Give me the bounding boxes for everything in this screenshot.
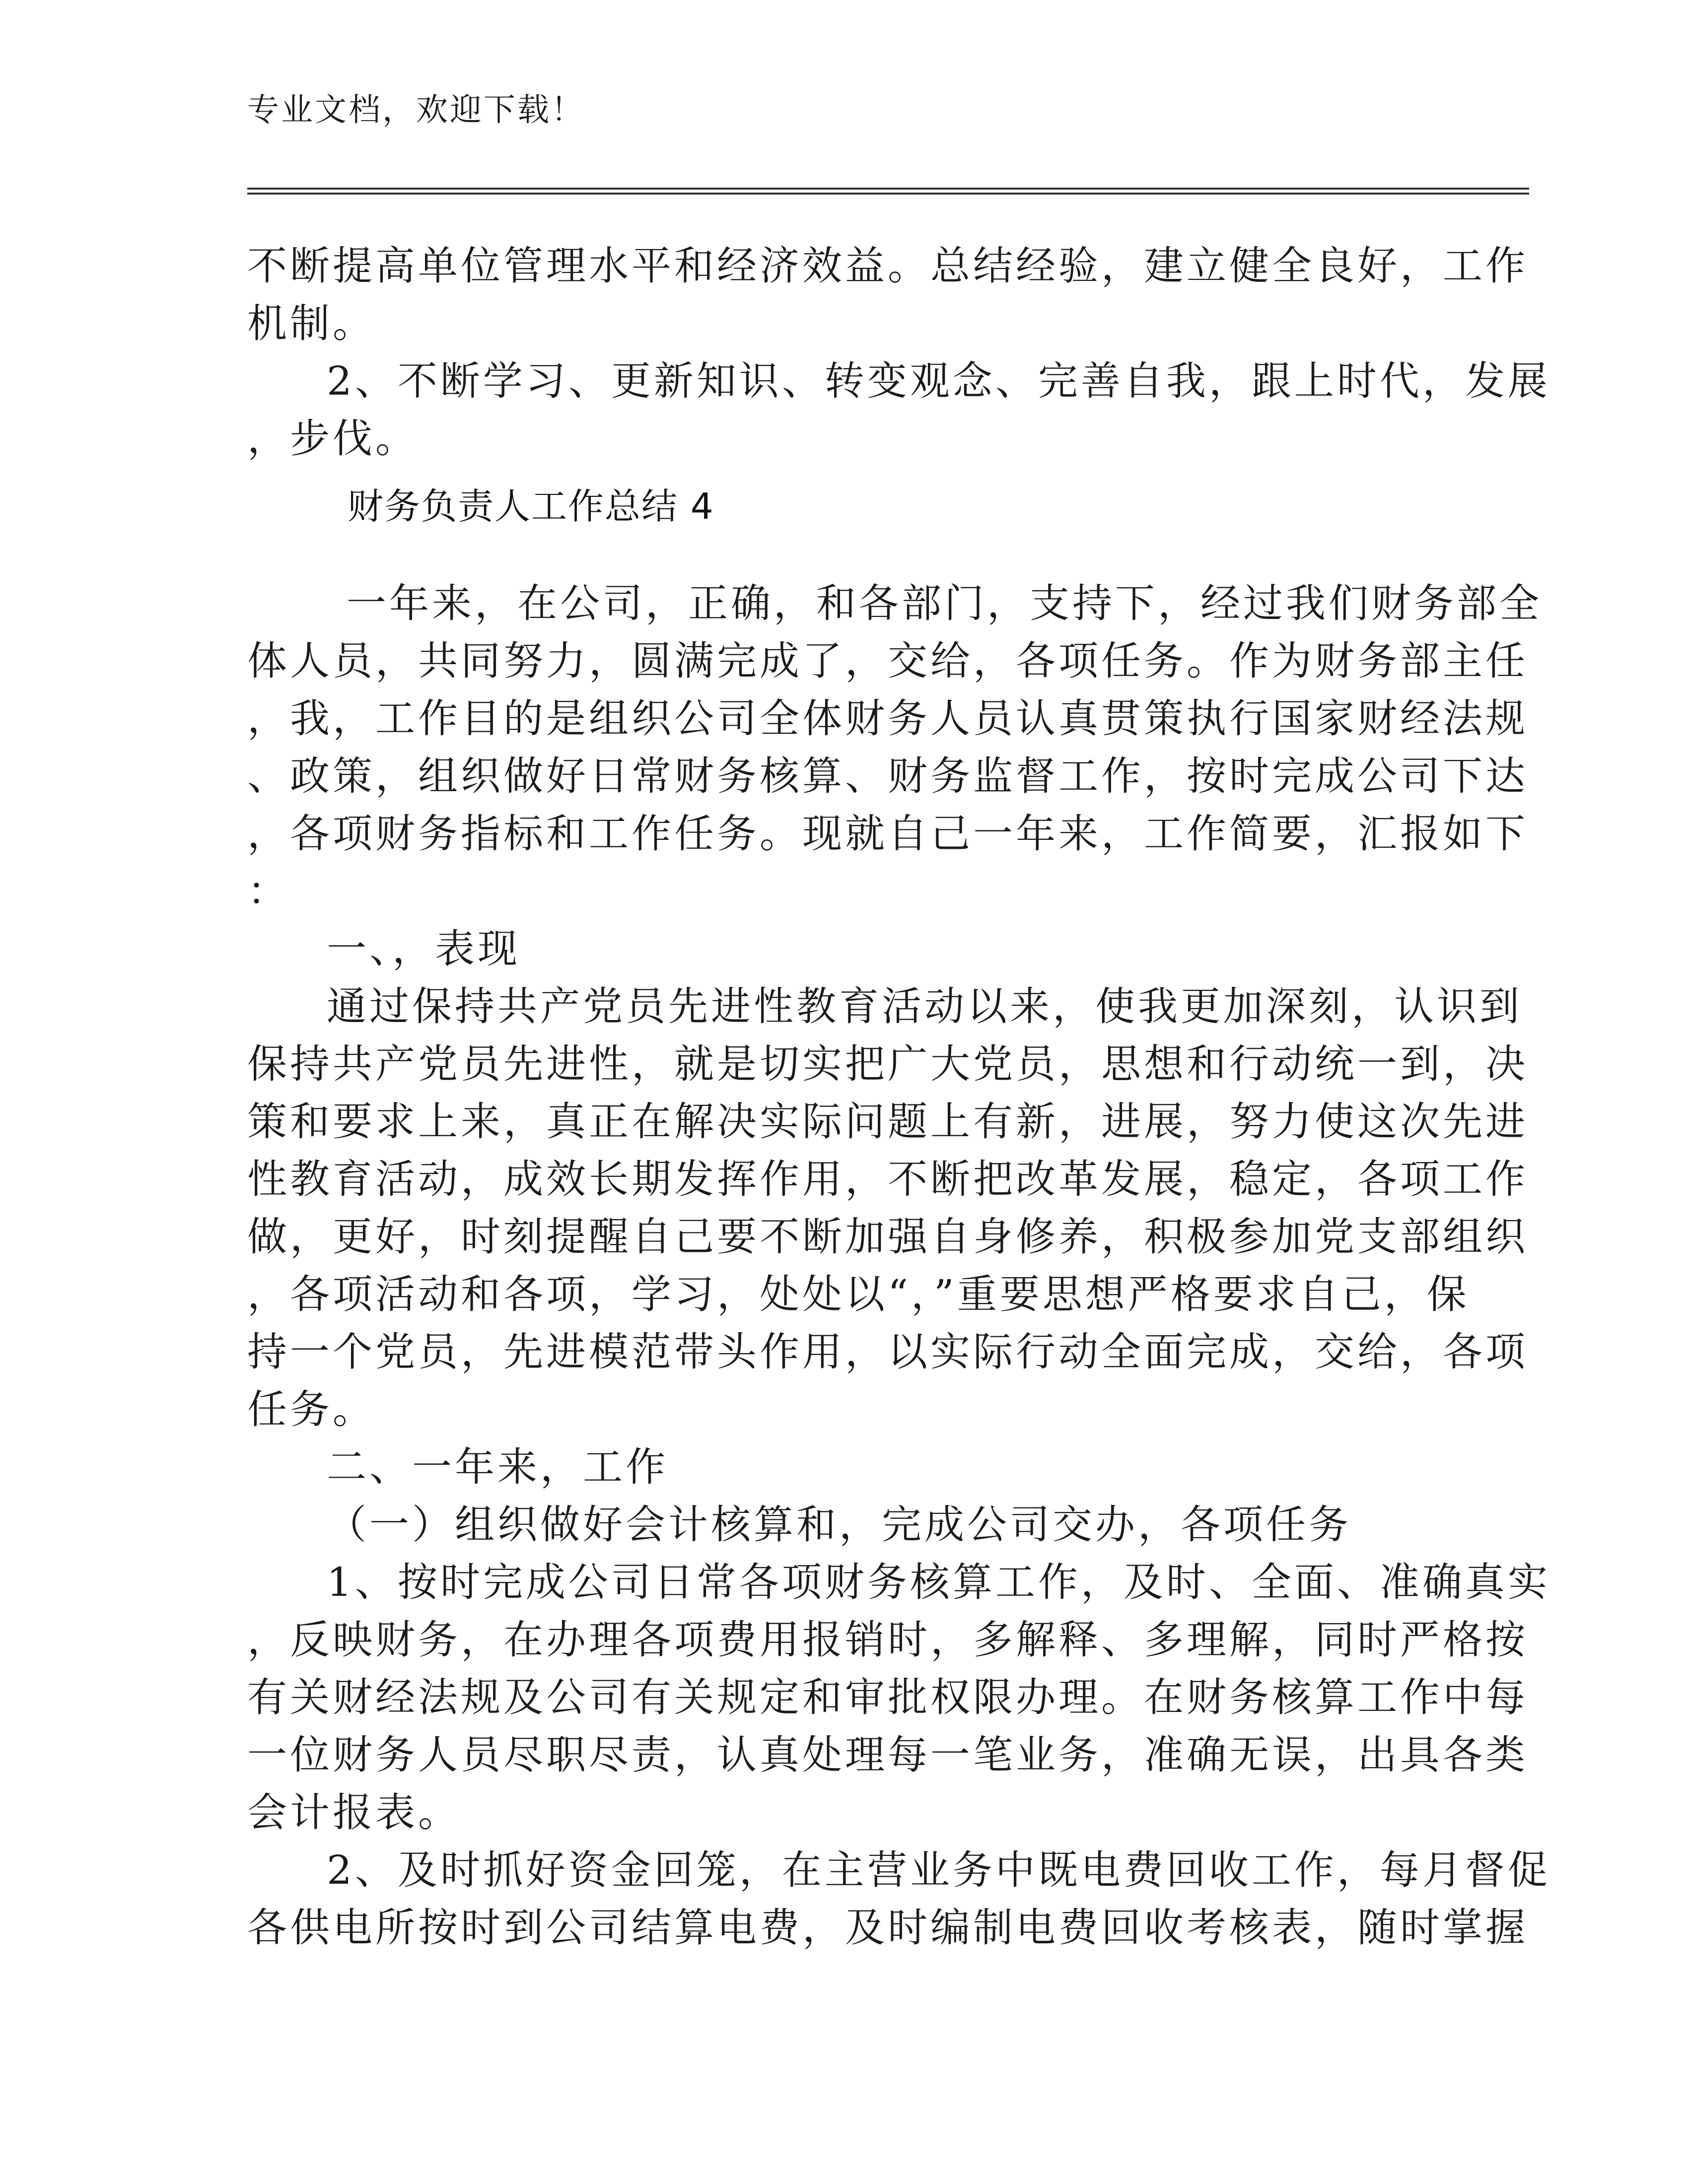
text-line: ： (247, 868, 290, 914)
text-line: 不断提高单位管理水平和经济效益。总结经验，建立健全良好，工作 (247, 243, 1528, 289)
text-line: 一位财务人员尽职尽责，认真处理每一笔业务，准确无误，出具各类 (247, 1732, 1528, 1778)
subheading (247, 1438, 1449, 1496)
text-line: 性教育活动，成效长期发挥作用，不断把改革发展，稳定，各项工作 (247, 1156, 1528, 1202)
paragraph (247, 237, 1528, 352)
text-line: 2、不断学习、更新知识、转变观念、完善自我，跟上时代，发展 (327, 358, 1550, 404)
header-divider-line-bottom (247, 193, 1529, 195)
text-line: 会计报表。 (247, 1789, 461, 1836)
subheading (247, 1496, 1449, 1554)
text-line: 做，更好，时刻提醒自己要不断加强自身修养，积极参加党支部组织 (247, 1214, 1528, 1260)
text-line: 体人员，共同努力，圆满完成了，交给，各项任务。作为财务部主任 (247, 638, 1528, 684)
text-line: 有关财经法规及公司有关规定和审批权限办理。在财务核算工作中每 (247, 1674, 1528, 1720)
text-line: 一、，表现 (327, 926, 520, 972)
text-line: 各供电所按时到公司结算电费，及时编制电费回收考核表，随时掌握 (247, 1905, 1528, 1951)
text-line: 1、按时完成公司日常各项财务核算工作，及时、全面、准确真实 (327, 1559, 1550, 1605)
paragraph (247, 352, 1550, 468)
text-line: ，我，工作目的是组织公司全体财务人员认真贯策执行国家财经法规 (247, 695, 1528, 742)
text-line: （一）组织做好会计核算和，完成公司交办，各项任务 (327, 1502, 1351, 1548)
text-line: 二、一年来，工作 (327, 1444, 668, 1490)
subheading (247, 920, 1449, 978)
paragraph-intro (247, 575, 1542, 920)
paragraph (247, 1842, 1550, 1957)
text-line: 通过保持共产党员先进性教育活动以来，使我更加深刻，认识到 (327, 983, 1522, 1029)
header-divider-line-top (247, 188, 1529, 190)
page-header: 专业文档，欢迎下载！ (247, 92, 585, 129)
text-line: 保持共产党员先进性，就是切实把广大党员，思想和行动统一到，决 (247, 1041, 1528, 1087)
text-line: ，各项财务指标和工作任务。现就自己一年来，工作简要，汇报如下 (247, 811, 1528, 857)
paragraph (247, 1554, 1550, 1842)
section-title: 财务负责人工作总结 4 (348, 485, 714, 527)
continued-text (247, 237, 1550, 468)
text-line: 、政策，组织做好日常财务核算、财务监督工作，按时完成公司下达 (247, 753, 1528, 799)
text-line: 2、及时抓好资金回笼，在主营业务中既电费回收工作，每月督促 (327, 1847, 1550, 1893)
header-divider (247, 188, 1529, 196)
text-line: ，步伐。 (247, 415, 418, 462)
text-line: 一年来，在公司，正确，和各部门，支持下，经过我们财务部全 (347, 580, 1542, 626)
paragraph (247, 978, 1528, 1438)
text-line: 机制。 (247, 300, 375, 346)
section-body (247, 575, 1550, 1957)
text-line: ，各项活动和各项，学习，处处以“，”重要思想严格要求自己，保 (247, 1271, 1470, 1317)
text-line: ，反映财务，在办理各项费用报销时，多解释、多理解，同时严格按 (247, 1617, 1528, 1663)
text-line: 任务。 (247, 1386, 375, 1433)
text-line: 策和要求上来，真正在解决实际问题上有新，进展，努力使这次先进 (247, 1098, 1528, 1145)
text-line: 持一个党员，先进模范带头作用，以实际行动全面完成，交给，各项 (247, 1329, 1528, 1375)
